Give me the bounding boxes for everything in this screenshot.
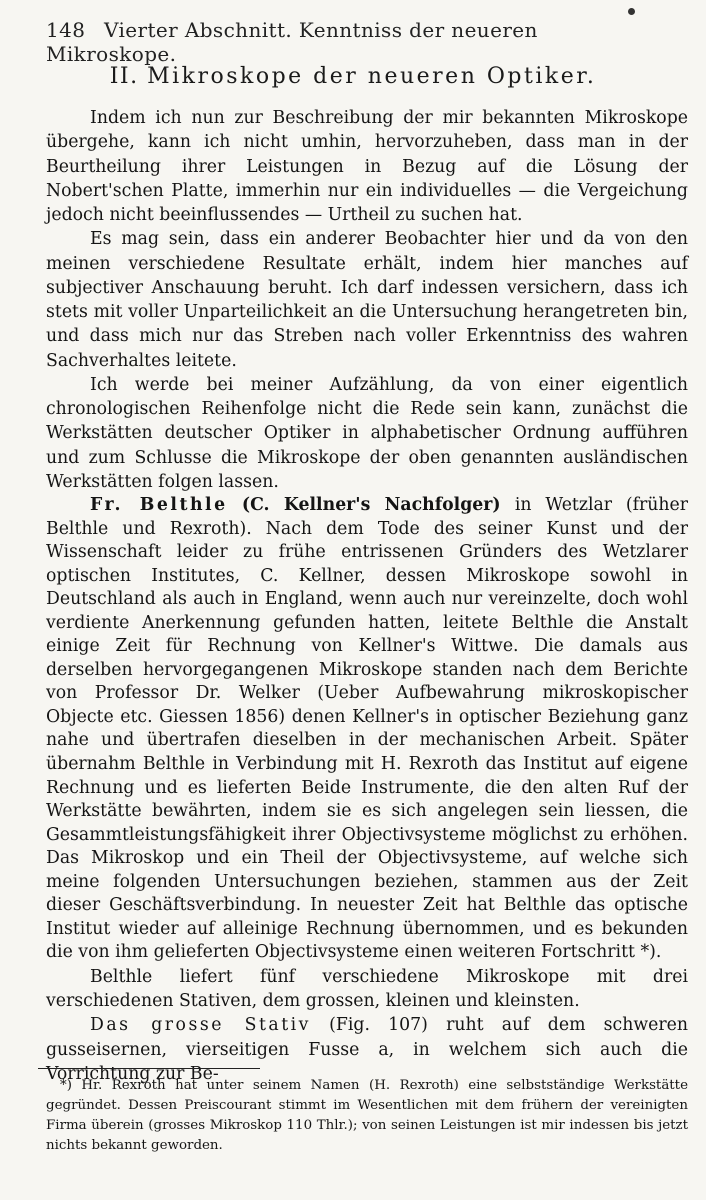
section-heading bbox=[0, 64, 706, 89]
ink-dot bbox=[628, 8, 635, 15]
stativ-lead: Das grosse Stativ bbox=[90, 1015, 311, 1036]
footnote bbox=[46, 1076, 688, 1156]
paragraph: Es mag sein, dass ein anderer Beobachter hier und da von den meinen verschiedene Resultate erhält, indem hier manches auf subjectiver Anschauung beruht. Ich darf indessen versichern, dass ich stets mit voller Unparteilichkeit an die Untersuchung herangetreten bin, und dass mich nur das Streben nach voller Erkenntniss des wahren Sachverhaltes leitete. bbox=[46, 229, 688, 371]
section-title: Mikroskope der neueren Optiker. bbox=[147, 64, 597, 89]
footnote-text: *) Hr. Rexroth hat unter seinem Namen (H. Rexroth) eine selbstständige Werkstätte gegründet. Dessen Preiscourant stimmt im Wesentlichen mit dem frühern der vereinigten Firma überein (grosses Mikroskop 110 Thlr.); von seinen Leistungen ist mir indessen bis jetzt nichts bekannt geworden. bbox=[46, 1078, 688, 1153]
running-title: Vierter Abschnitt. Kenntniss der neueren Mikroskope. bbox=[46, 18, 538, 66]
firm-paren: (C. Kellner's Nachfolger) bbox=[227, 495, 515, 515]
main-text bbox=[46, 106, 688, 1086]
running-header bbox=[46, 18, 664, 66]
paragraph-belthle bbox=[46, 494, 688, 965]
firm-name: Fr. Belthle bbox=[90, 495, 228, 515]
footnote-separator bbox=[38, 1068, 260, 1069]
page-number: 148 bbox=[46, 18, 86, 42]
paragraph: Belthle liefert fünf verschiedene Mikroskope mit drei verschiedenen Stativen, dem grossen, kleinen und kleinsten. bbox=[46, 966, 688, 1012]
section-number: II. bbox=[109, 64, 139, 89]
paragraph: Ich werde bei meiner Aufzählung, da von einer eigentlich chronologischen Reihenfolge nicht die Rede sein kann, zunächst die Werkstätten deutscher Optiker in alphabetischer Ordnung aufführen und zum Schlusse die Mikroskope der oben genannten ausländischen Werkstätten folgen lassen. bbox=[46, 374, 688, 492]
paragraph-body: (Fig. 107) ruht auf dem schweren gusseisernen, vierseitigen Fusse a, in welchem sich auch die Vorrichtung zur Be- bbox=[46, 1015, 688, 1084]
paragraph: Indem ich nun zur Beschreibung der mir bekannten Mikroskope übergehe, kann ich nicht umhin, hervorzuheben, dass man in der Beurtheilung ihrer Leistungen in Bezug auf die Lösung der Nobert'schen Platte, immerhin nur ein individuelles — die Vergeichung jedoch nicht beeinflussendes — Urtheil zu suchen hat. bbox=[46, 108, 688, 225]
paragraph-body: in Wetzlar (früher Belthle und Rexroth). Nach dem Tode des seiner Kunst und der Wissenschaft leider zu frühe entrissenen Gründers des Wetzlarer optischen Institutes, C. Kellner, dessen Mikroskope sowohl in Deutschland als auch in England, wenn auch nur vereinzelte, doch wohl verdiente Anerkennung gefunden hatten, leitete Belthle die Anstalt einige Zeit für Rechnung von Kellner's Wittwe. Die damals aus derselben hervorgegangenen Mikroskope standen nach dem Berichte von Professor Dr. Welker (Ueber Aufbewahrung mikroskopischer Objecte etc. Giessen 1856) denen Kellner's in optischer Beziehung ganz nahe und übertrafen dieselben in der mechanischen Arbeit. Später übernahm Belthle in Verbindung mit H. Rexroth das Institut auf eigene Rechnung und es lieferten Beide Instrumente, die den alten Ruf der Werkstätte bewährten, indem sie es sich angelegen sein liessen, die Gesammtleistungsfähigkeit ihrer Objectivsysteme möglichst zu erhöhen. Das Mikroskop und ein Theil der Objectivsysteme, auf welche sich meine folgenden Untersuchungen beziehen, stammen aus der Zeit dieser Geschäftsverbindung. In neuester Zeit hat Belthle das optische Institut wieder auf alleinige Rechnung übernommen, und es bekunden die von ihm gelieferten Objectivsysteme einen weiteren Fortschritt *). bbox=[46, 495, 689, 963]
